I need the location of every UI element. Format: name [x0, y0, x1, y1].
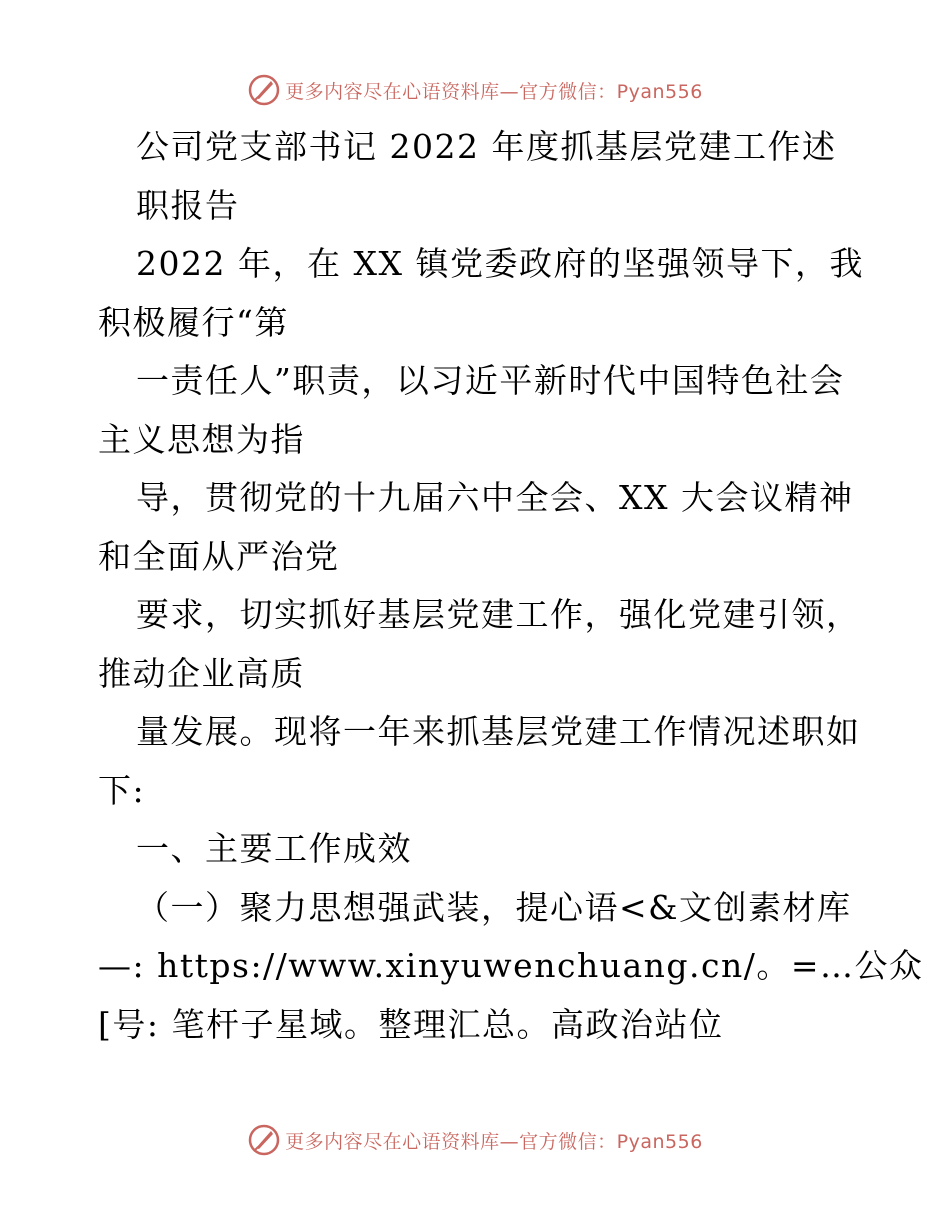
watermark-header [0, 70, 950, 110]
paragraph-line: 2022 年，在 XX 镇党委政府的坚强领导下，我 [136, 244, 864, 283]
quill-logo-icon [247, 73, 281, 107]
document-body [98, 118, 924, 1054]
paragraph-line: 下: [98, 770, 146, 810]
subsection-heading-line: （一）聚力思想强武装，提心语<&文创素材库 [136, 887, 852, 927]
watermark-text: 更多内容尽在心语资料库—官方微信：Pyan556 [285, 80, 703, 103]
quill-logo-icon [247, 1123, 281, 1157]
watermark-text: 更多内容尽在心语资料库—官方微信：Pyan556 [285, 1130, 703, 1153]
paragraph-line: 要求，切实抓好基层党建工作，强化党建引领， [136, 595, 861, 634]
paragraph-line: 推动企业高质 [98, 653, 305, 693]
paragraph-line: 主义思想为指 [98, 419, 305, 459]
paragraph-line: 和全面从严治党 [98, 536, 340, 576]
document-title-line-2: 职报告 [136, 185, 240, 225]
paragraph-line: 一责任人”职责，以习近平新时代中国特色社会 [136, 361, 845, 400]
document-title-line-1: 公司党支部书记 2022 年度抓基层党建工作述 [136, 127, 837, 166]
paragraph-line: 导，贯彻党的十九届六中全会、XX 大会议精神 [136, 478, 854, 517]
paragraph-line: —: https://www.xinyuwenchuang.cn/。=…公众 [98, 946, 924, 985]
paragraph-line: [号: 笔杆子星域。整理汇总。高政治站位 [98, 1004, 724, 1044]
paragraph-line: 量发展。现将一年来抓基层党建工作情况述职如 [136, 712, 861, 751]
paragraph-line: 积极履行“第 [98, 302, 289, 342]
watermark-footer [0, 1120, 950, 1160]
section-heading: 一、主要工作成效 [136, 829, 412, 868]
